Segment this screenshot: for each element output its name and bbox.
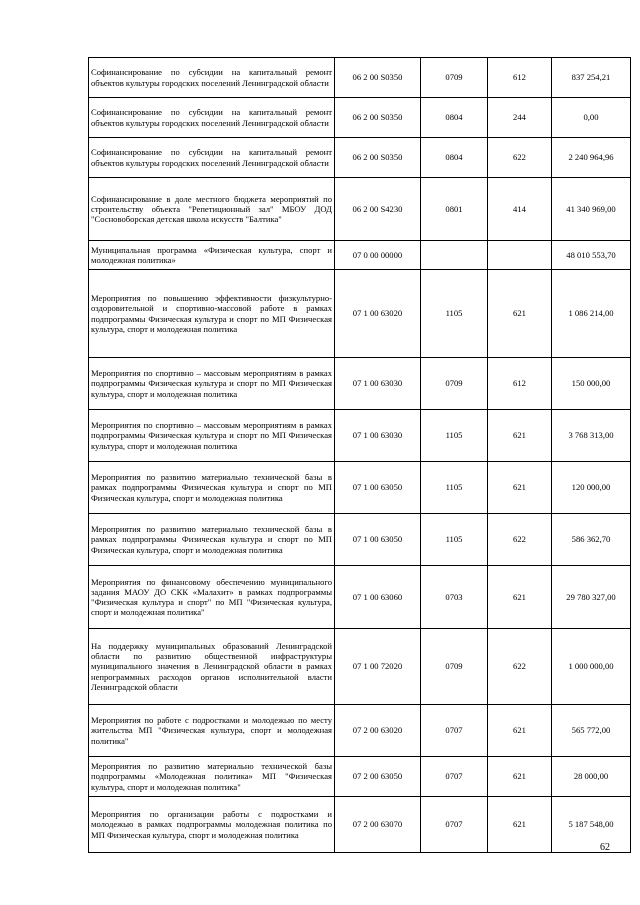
row-vr-cell: 244 [488,98,552,138]
row-vr-cell: 612 [488,358,552,410]
row-section-cell: 0804 [421,138,488,178]
row-name-cell: Софинансирование в доле местного бюджета мероприятий по строительству объекта "Репетиционный зал" МБОУ ДОД "Сосновоборская детская школа искусств "Балтика" [89,178,335,241]
row-csr-cell: 07 1 00 63050 [335,462,421,514]
row-csr-cell: 07 1 00 63060 [335,566,421,629]
row-csr-cell: 07 2 00 63020 [335,705,421,757]
table-row [89,757,631,797]
row-section-cell: 0709 [421,629,488,705]
row-vr-cell: 621 [488,566,552,629]
row-csr-cell: 07 2 00 63050 [335,757,421,797]
row-sum-cell: 3 768 313,00 [552,410,631,462]
table-row [89,178,631,241]
row-name-cell: Мероприятия по повышению эффективности физкультурно-оздоровительной и спортивно-массовой работе в рамках подпрограммы Физическая культура и спорт по МП Физическая культура, спорт и молодежная политика [89,270,335,358]
row-name-cell: Муниципальная программа «Физическая культура, спорт и молодежная политика» [89,241,335,270]
row-vr-cell: 612 [488,58,552,98]
row-name-cell: Мероприятия по спортивно – массовым мероприятиям в рамках подпрограммы Физическая культура и спорт по МП Физическая культура, спорт и молодежная политика [89,358,335,410]
budget-table [88,57,631,853]
table-row [89,241,631,270]
row-name-cell: Мероприятия по работе с подростками и молодежью по месту жительства МП "Физическая культура, спорт и молодежная политика" [89,705,335,757]
row-sum-cell: 0,00 [552,98,631,138]
row-name-cell: Мероприятия по финансовому обеспечению муниципального задания МАОУ ДО СКК «Малахит» в рамках подпрограммы "Физическая культура и спорт" по МП "Физическая культура, спорт и молодежная политика" [89,566,335,629]
row-section-cell: 0709 [421,358,488,410]
row-vr-cell: 414 [488,178,552,241]
page-number: 62 [600,842,610,853]
row-name-cell: Софинансирование по субсидии на капитальный ремонт объектов культуры городских поселений Ленинградской области [89,58,335,98]
row-sum-cell: 29 780 327,00 [552,566,631,629]
table-row [89,98,631,138]
row-vr-cell: 621 [488,757,552,797]
row-section-cell: 1105 [421,514,488,566]
row-sum-cell: 48 010 553,70 [552,241,631,270]
row-name-cell: Мероприятия по организации работы с подростками и молодежью в рамках подпрограммы молодежная политика по МП Физическая культура, спорт и молодежная политика [89,797,335,853]
row-vr-cell: 621 [488,270,552,358]
row-name-cell: Мероприятия по спортивно – массовым мероприятиям в рамках подпрограммы Физическая культура и спорт по МП Физическая культура, спорт и молодежная политика [89,410,335,462]
row-name-cell: На поддержку муниципальных образований Ленинградской области по развитию общественной инфраструктуры муниципального значения в Ленинградской области в рамках непрограммных расходов органов исполнительной власти Ленинградской области [89,629,335,705]
row-section-cell: 0804 [421,98,488,138]
row-vr-cell: 621 [488,705,552,757]
row-section-cell: 0707 [421,705,488,757]
row-sum-cell: 1 086 214,00 [552,270,631,358]
row-sum-cell: 5 187 548,00 [552,797,631,853]
row-vr-cell [488,241,552,270]
row-section-cell: 0703 [421,566,488,629]
row-section-cell [421,241,488,270]
row-sum-cell: 2 240 964,96 [552,138,631,178]
row-vr-cell: 622 [488,138,552,178]
row-csr-cell: 06 2 00 S0350 [335,58,421,98]
row-vr-cell: 622 [488,514,552,566]
row-csr-cell: 06 2 00 S0350 [335,98,421,138]
row-sum-cell: 120 000,00 [552,462,631,514]
row-name-cell: Мероприятия по развитию материально технической базы подпрограммы «Молодежная политика» МП "Физическая культура, спорт и молодежная политика" [89,757,335,797]
row-sum-cell: 837 254,21 [552,58,631,98]
row-section-cell: 1105 [421,410,488,462]
row-sum-cell: 28 000,00 [552,757,631,797]
table-row [89,514,631,566]
row-section-cell: 0707 [421,797,488,853]
row-name-cell: Софинансирование по субсидии на капитальный ремонт объектов культуры городских поселений Ленинградской области [89,138,335,178]
row-section-cell: 0709 [421,58,488,98]
row-sum-cell: 150 000,00 [552,358,631,410]
row-csr-cell: 07 2 00 63070 [335,797,421,853]
row-name-cell: Софинансирование по субсидии на капитальный ремонт объектов культуры городских поселений Ленинградской области [89,98,335,138]
row-section-cell: 1105 [421,462,488,514]
document-page [88,57,630,853]
row-section-cell: 1105 [421,270,488,358]
row-csr-cell: 07 1 00 63030 [335,410,421,462]
row-name-cell: Мероприятия по развитию материально технической базы в рамках подпрограммы Физическая культура и спорт по МП Физическая культура, спорт и молодежная политика [89,514,335,566]
budget-table-body [89,58,631,853]
row-csr-cell: 07 1 00 63020 [335,270,421,358]
row-sum-cell: 565 772,00 [552,705,631,757]
row-vr-cell: 621 [488,462,552,514]
row-csr-cell: 07 1 00 63030 [335,358,421,410]
row-name-cell: Мероприятия по развитию материально технической базы в рамках подпрограммы Физическая культура и спорт по МП Физическая культура, спорт и молодежная политика [89,462,335,514]
row-csr-cell: 07 1 00 72020 [335,629,421,705]
row-sum-cell: 41 340 969,00 [552,178,631,241]
table-row [89,58,631,98]
row-section-cell: 0707 [421,757,488,797]
table-row [89,797,631,853]
row-csr-cell: 06 2 00 S4230 [335,178,421,241]
table-row [89,358,631,410]
table-row [89,629,631,705]
row-vr-cell: 622 [488,629,552,705]
row-vr-cell: 621 [488,797,552,853]
row-section-cell: 0801 [421,178,488,241]
table-row [89,705,631,757]
row-sum-cell: 586 362,70 [552,514,631,566]
row-csr-cell: 07 1 00 63050 [335,514,421,566]
table-row [89,410,631,462]
table-row [89,270,631,358]
table-row [89,138,631,178]
row-csr-cell: 07 0 00 00000 [335,241,421,270]
table-row [89,566,631,629]
row-csr-cell: 06 2 00 S0350 [335,138,421,178]
table-row [89,462,631,514]
row-sum-cell: 1 000 000,00 [552,629,631,705]
row-vr-cell: 621 [488,410,552,462]
